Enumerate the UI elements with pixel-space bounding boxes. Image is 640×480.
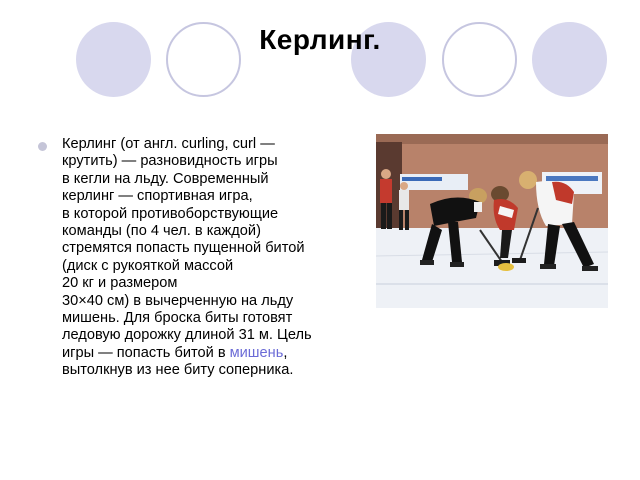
body-line: в кегли на льду. Современный xyxy=(62,170,269,187)
body-line: 30×40 см) в вычерченную на льду xyxy=(62,292,294,309)
body-line: вытолкнув из нее биту соперника. xyxy=(62,362,294,379)
body-line: крутить) — разновидность игры xyxy=(62,153,278,170)
ad-board-left xyxy=(400,174,468,190)
body-line: (диск с рукояткой массой xyxy=(62,257,234,274)
body-line: команды (по 4 чел. в каждой) xyxy=(62,223,261,240)
bullet-icon xyxy=(38,142,47,151)
ad-board-stripe xyxy=(546,176,598,181)
body-line-with-link xyxy=(62,345,380,362)
broom-head xyxy=(512,258,526,263)
slide-body-text xyxy=(62,136,380,380)
body-text-segment: , xyxy=(283,344,288,361)
target-link[interactable]: мишень xyxy=(229,344,284,361)
wall-top-band xyxy=(376,134,608,144)
body-line: стремятся попасть пущенной битой xyxy=(62,240,305,257)
body-line: в которой противоборствующие xyxy=(62,205,279,222)
body-text-segment: игры — попасть битой в xyxy=(62,344,230,361)
body-line: мишень. Для броска биты готовят xyxy=(62,310,293,327)
slide-title: Керлинг. xyxy=(259,24,381,55)
curling-photo xyxy=(376,134,608,308)
body-line: керлинг — спортивная игра, xyxy=(62,188,253,205)
body-line: ледовую дорожку длиной 31 м. Цель xyxy=(62,327,312,344)
body-line: 20 кг и размером xyxy=(62,275,178,292)
curling-stone xyxy=(498,263,514,271)
ad-board-stripe xyxy=(402,177,442,181)
body-line: Керлинг (от англ. curling, curl — xyxy=(62,136,275,152)
